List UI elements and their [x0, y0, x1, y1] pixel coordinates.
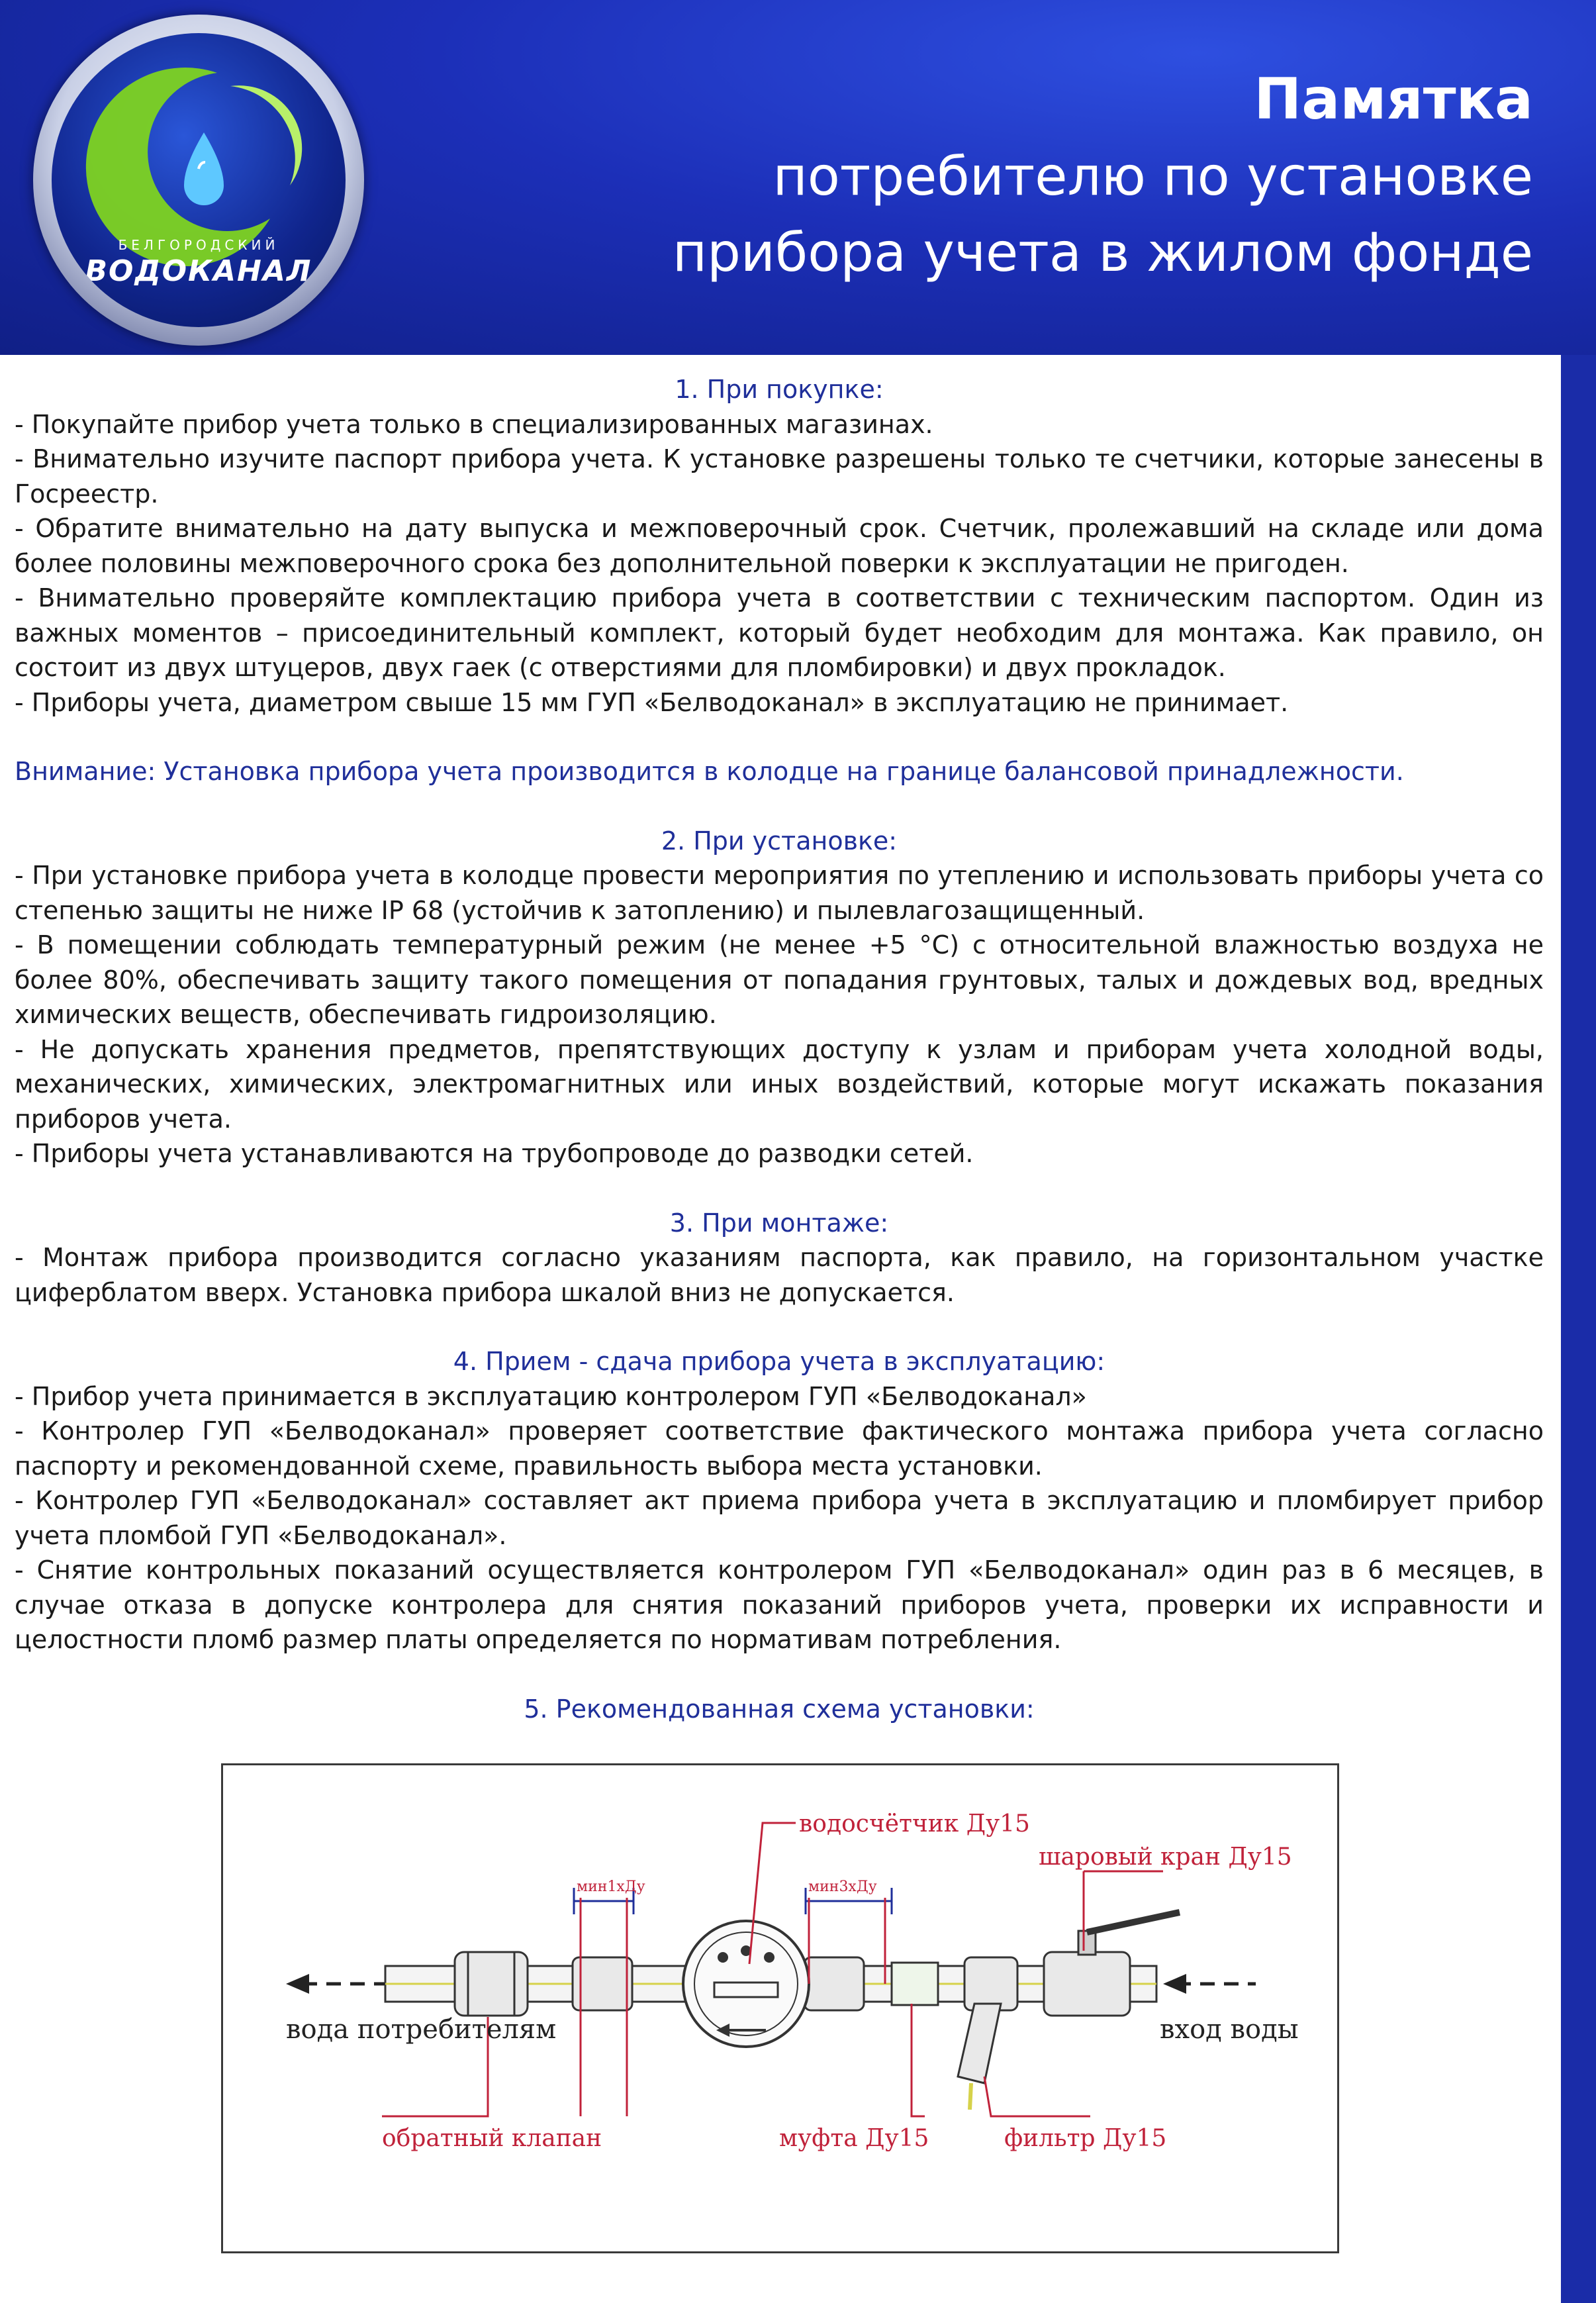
ball-valve-shape [1044, 1912, 1180, 2016]
filter-label: фильтр Ду15 [1004, 2125, 1167, 2152]
section-4-item: - Снятие контрольных показаний осуществляется контролером ГУП «Белводоканал» один раз в 6 месяцев, в случае отказа в допуске контролера для снятия показаний приборов учета, проверки их исправности и целостности пломб размер платы определяется по нормативам потребления. [15, 1555, 1544, 1654]
outflow-arrow-icon [286, 1974, 385, 1994]
section-1-item: - Приборы учета, диаметром свыше 15 мм ГУП «Белводоканал» в эксплуатацию не принимает. [15, 687, 1289, 717]
section-4-item: - Контролер ГУП «Белводоканал» проверяет соответствие фактического монтажа прибора учета согласно паспорту и рекомендованной схеме, правильность выбора места установки. [15, 1416, 1544, 1481]
page-title: Памятка [1254, 66, 1533, 132]
coupling-shape [892, 1963, 938, 2005]
check-valve-label: обратный клапан [382, 2125, 602, 2152]
section-4-item: - Прибор учета принимается в эксплуатацию контролером ГУП «Белводоканал» [15, 1381, 1087, 1411]
outflow-label: вода потребителям [286, 2014, 557, 2045]
page-subtitle-2: прибора учета в жилом фонде [672, 222, 1533, 283]
section-1-item: - Обратите внимательно на дату выпуска и межповерочный срок. Счетчик, пролежавший на складе или дома более половины межповерочного срока без дополнительной поверки к эксплуатации не пригоден. [15, 514, 1544, 578]
logo-emblem [52, 33, 346, 327]
section-1-heading: 1. При покупке: [675, 375, 884, 404]
inflow-label: вход воды [1160, 2014, 1299, 2045]
section-1-item: - Внимательно изучите паспорт прибора учета. К установке разрешены только те счетчики, которые занесены в Госреестр. [15, 444, 1544, 509]
section-4-item: - Контролер ГУП «Белводоканал» составляет акт приема прибора учета в эксплуатацию и пломбирует прибор учета пломбой ГУП «Белводоканал». [15, 1486, 1544, 1550]
check-valve-shape [455, 1952, 528, 2016]
section-2-item: - Приборы учета устанавливаются на трубопроводе до разводки сетей. [15, 1139, 974, 1168]
logo-line-1: БЕЛГОРОДСКИЙ [118, 237, 279, 253]
right-border-bar [1561, 355, 1596, 2303]
installation-scheme [223, 1765, 1337, 2251]
logo-line-2: ВОДОКАНАЛ [85, 254, 312, 288]
section-5-heading: 5. Рекомендованная схема установки: [524, 1694, 1035, 1724]
section-3-item: - Монтаж прибора производится согласно указаниям паспорта, как правило, на горизонтальном участке циферблатом вверх. Установка прибора шкалой вниз не допускается. [15, 1243, 1544, 1307]
dimension-label-2: мин3хДу [808, 1879, 877, 1895]
filter-shape [958, 2004, 1001, 2110]
memo-content [15, 372, 1544, 1726]
meter-label: водосчётчик Ду15 [799, 1810, 1030, 1838]
section-3-heading: 3. При монтаже: [669, 1208, 889, 1238]
dimension-label-1: мин1хДу [577, 1879, 645, 1895]
section-1-item: - Внимательно проверяйте комплектацию прибора учета в соответствии с техническим паспортом. Один из важных моментов – присоединительный комплект, который будет необходим для монтажа. Как правило, он состоит из двух штуцеров, двух гаек (с отверстиями для пломбировки) и двух прокладок. [15, 583, 1544, 682]
section-2-item: - В помещении соблюдать температурный режим (не менее +5 °С) с относительной влажностью воздуха не более 80%, обеспечивать защиту такого помещения от попадания грунтовых, талых и дождевых вод, вредных химических веществ, обеспечивать гидроизоляцию. [15, 930, 1544, 1029]
page-subtitle-1: потребителю по установке [773, 146, 1533, 207]
section-2-item: - Не допускать хранения предметов, препятствующих доступу к узлам и приборам учета холодной воды, механических, химических, электромагнитных или иных воздействий, которые могут искажать показания приборов учета. [15, 1034, 1544, 1134]
section-1-item: - Покупайте прибор учета только в специализированных магазинах. [15, 409, 933, 439]
section-4-heading: 4. Прием - сдача прибора учета в эксплуатацию: [453, 1347, 1105, 1376]
section-2-heading: 2. При установке: [661, 826, 898, 856]
coupling-label: муфта Ду15 [779, 2125, 929, 2152]
section-2-item: - При установке прибора учета в колодце провести мероприятия по утеплению и использовать приборы учета со степенью защиты не ниже IP 68 (устойчив к затоплению) и пылевлагозащищенный. [15, 861, 1544, 925]
installation-diagram [221, 1763, 1339, 2253]
logo [33, 15, 364, 346]
header-banner [0, 0, 1596, 355]
attention-note: Внимание: Установка прибора учета производится в колодце на границе балансовой принадлежности. [15, 757, 1404, 786]
inflow-arrow-icon [1163, 1974, 1256, 1994]
water-meter-shape [683, 1921, 809, 2047]
ball-valve-label: шаровый кран Ду15 [1039, 1843, 1292, 1871]
